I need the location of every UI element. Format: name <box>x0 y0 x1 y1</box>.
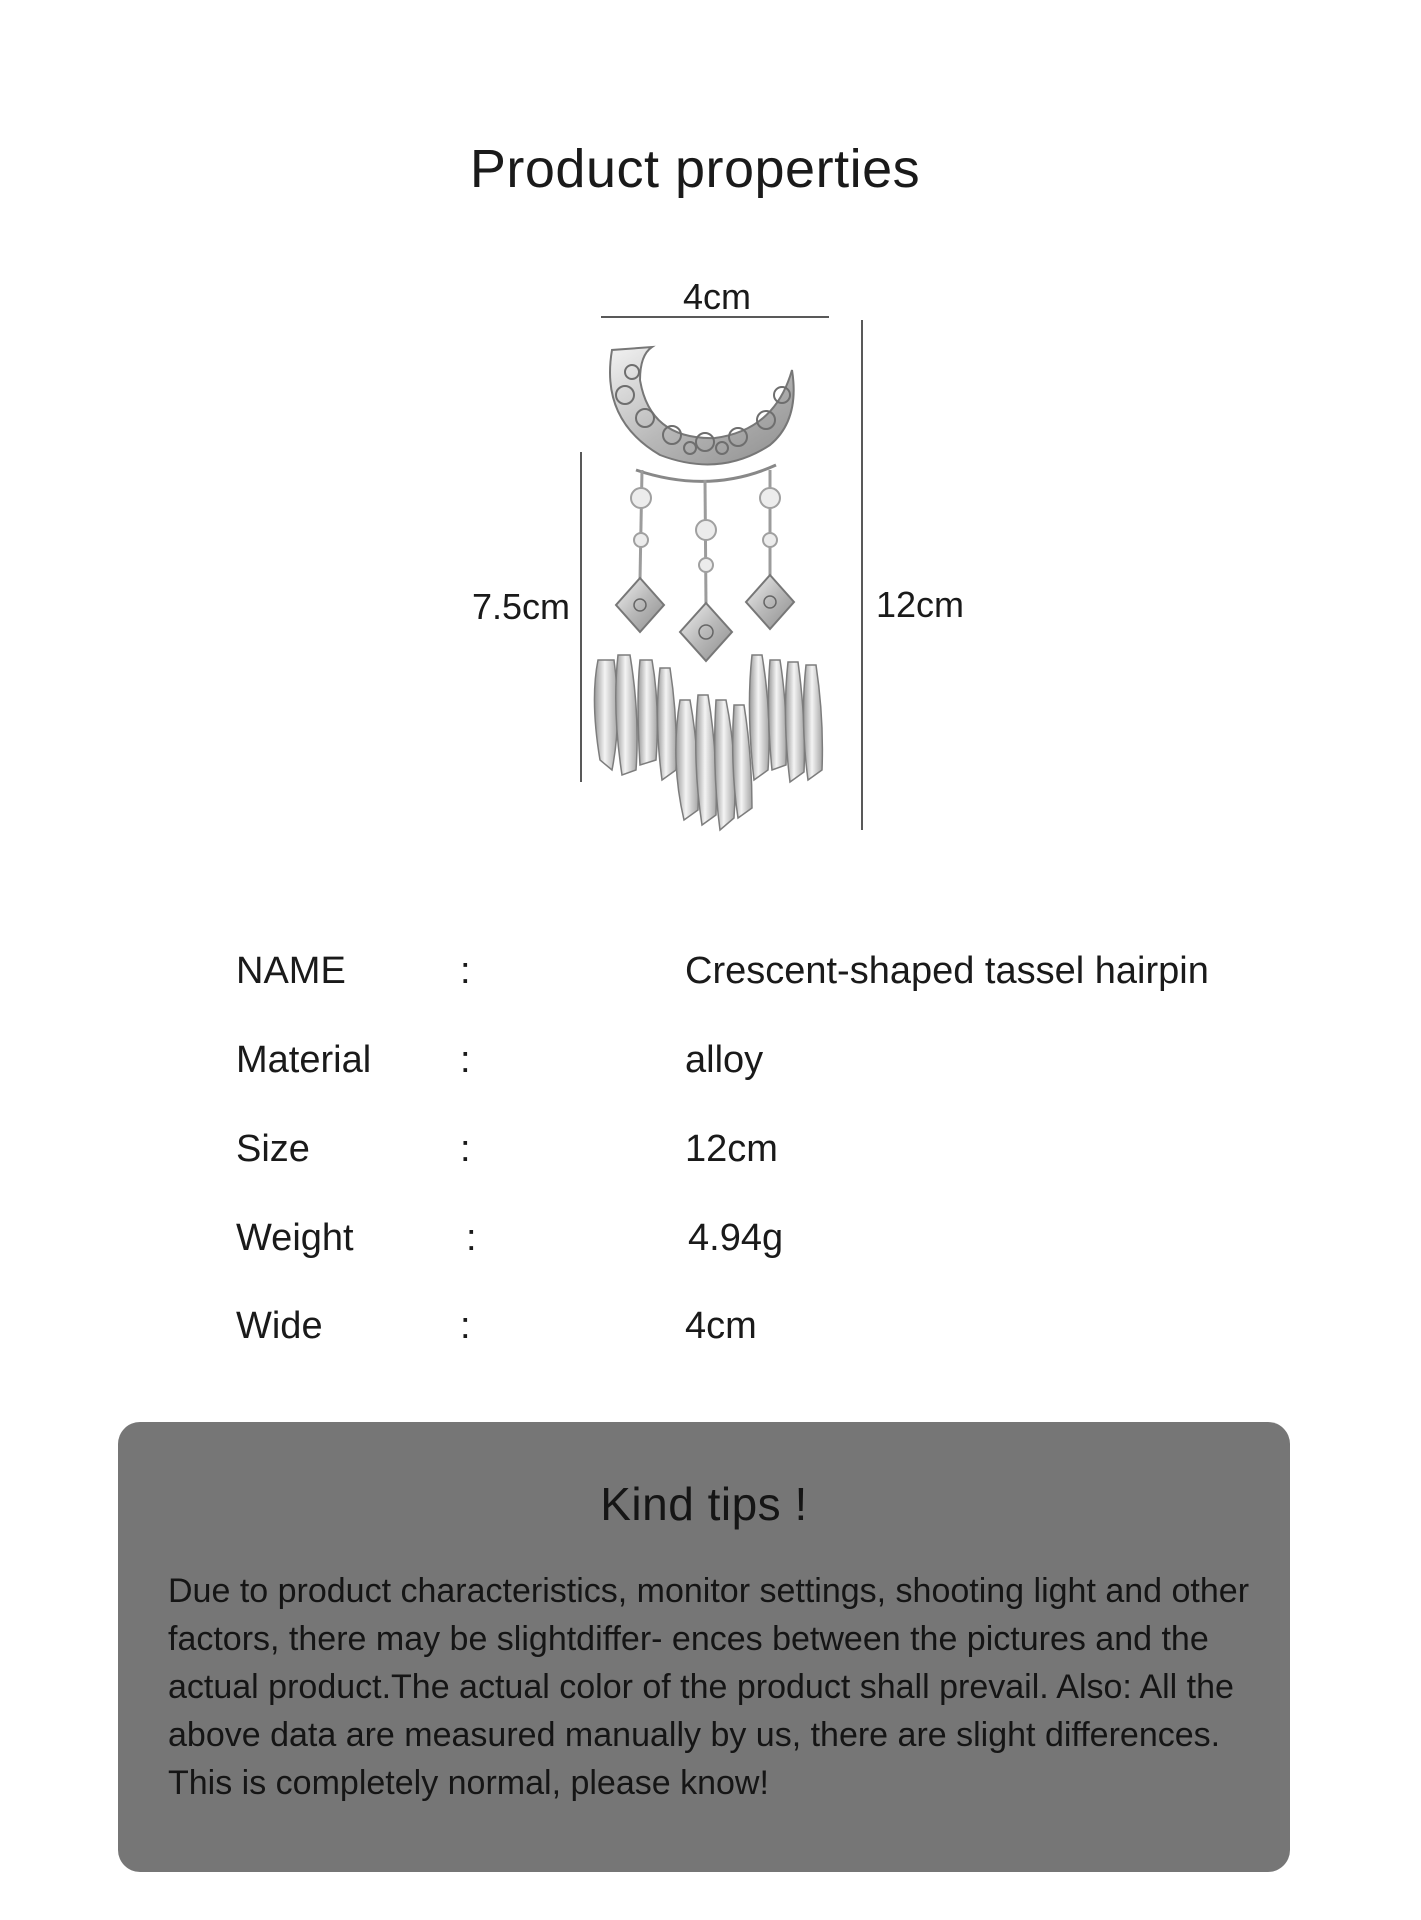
width-dimension-label: 4cm <box>683 276 752 317</box>
hairpin-illustration <box>0 0 1421 900</box>
property-row-material <box>0 1039 1421 1099</box>
property-separator: : <box>460 950 471 992</box>
property-separator: : <box>460 1128 471 1170</box>
property-separator: : <box>460 1039 471 1081</box>
kind-tips-panel <box>118 1422 1290 1872</box>
property-separator: : <box>460 1305 471 1347</box>
property-separator: : <box>466 1217 477 1259</box>
kind-tips-title: Kind tips ! <box>600 1478 808 1530</box>
property-key: Material <box>236 1039 372 1081</box>
property-key: Wide <box>236 1305 323 1347</box>
crescent-head <box>610 347 794 481</box>
total-length-label: 12cm <box>876 584 965 625</box>
tassel-length-label: 7.5cm <box>472 586 571 627</box>
property-row-wide <box>0 1305 1421 1365</box>
property-row-name <box>0 950 1421 1010</box>
tassel-drops <box>594 655 822 830</box>
property-value: 4cm <box>685 1305 757 1347</box>
kind-tips-text: Due to product characteristics, monitor settings, shooting light and other factors, there may be slightdiffer- ences between the pictures and the actual product.The actual color of the product shall prevail. Also: All the above data are measured manually by us, there are slight differences. This is completely normal, please know! <box>168 1572 1250 1802</box>
property-value: 4.94g <box>688 1217 784 1259</box>
page-title: Product properties <box>469 139 921 199</box>
property-key: Size <box>236 1128 310 1170</box>
property-value: alloy <box>685 1039 764 1081</box>
property-row-weight <box>0 1217 1421 1277</box>
property-value: 12cm <box>685 1128 778 1170</box>
property-value: Crescent-shaped tassel hairpin <box>685 950 1209 992</box>
product-diagram <box>0 0 1421 900</box>
property-row-size <box>0 1128 1421 1188</box>
property-key: Weight <box>236 1217 354 1259</box>
property-key: NAME <box>236 950 346 992</box>
